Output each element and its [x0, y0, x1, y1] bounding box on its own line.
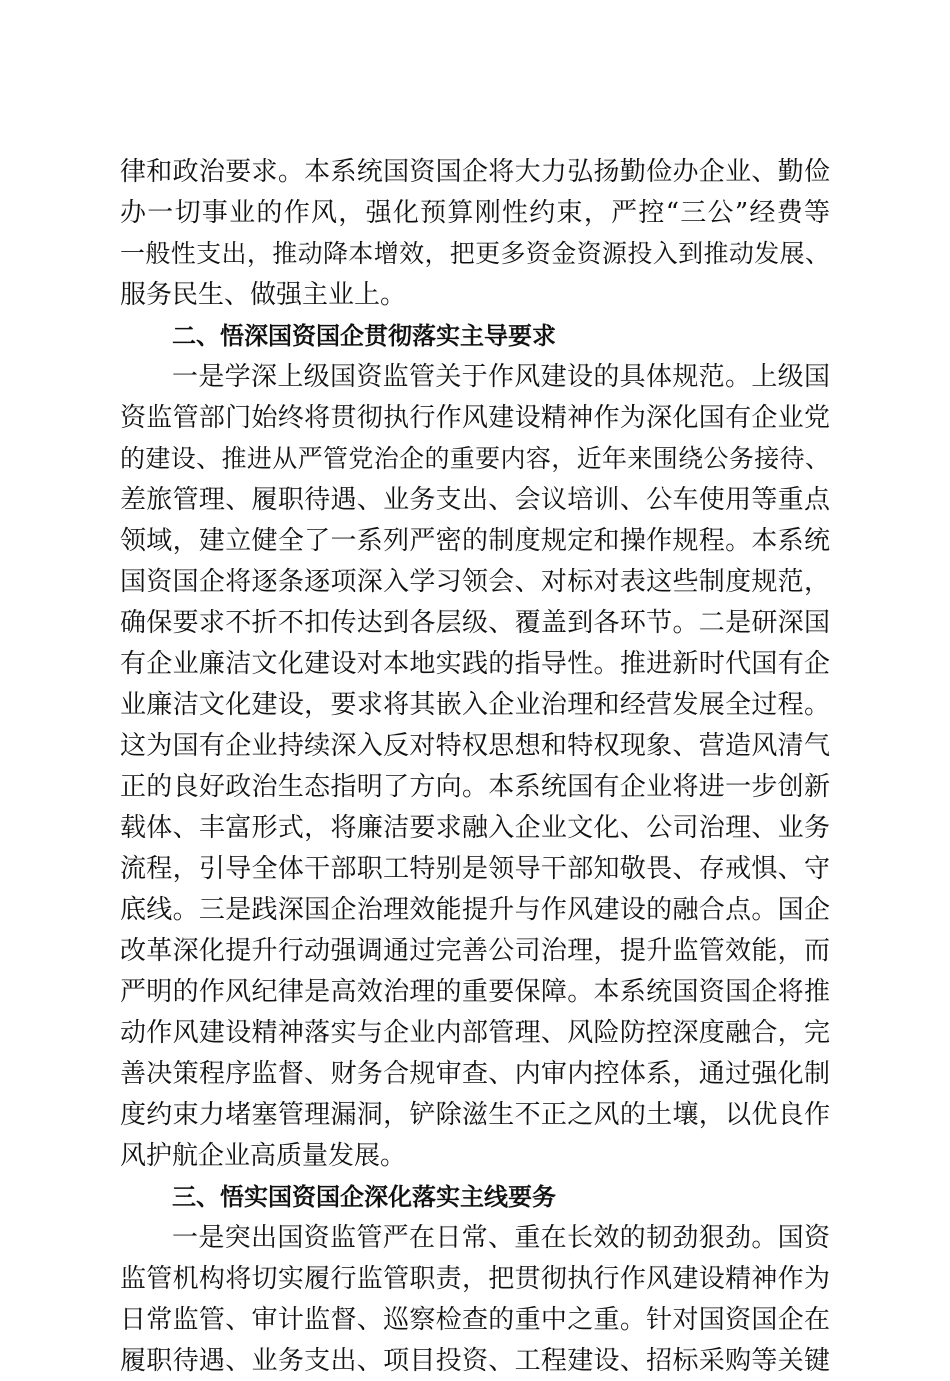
paragraph-line: 风护航企业高质量发展。: [120, 1141, 407, 1171]
paragraph-line: 善决策程序监督、财务合规审查、内审内控体系，通过强化制: [120, 1059, 830, 1089]
paragraph-line: 一是学深上级国资监管关于作风建设的具体规范。上级国: [172, 362, 830, 392]
paragraph-line: 严明的作风纪律是高效治理的重要保障。本系统国资国企将推: [120, 977, 830, 1007]
paragraph-line: 底线。三是践深国企治理效能提升与作风建设的融合点。国企: [120, 895, 830, 925]
paragraph-line: 日常监管、审计监督、巡察检查的重中之重。针对国资国企在: [120, 1305, 830, 1335]
paragraph-line: 一是突出国资监管严在日常、重在长效的韧劲狠劲。国资: [172, 1223, 830, 1253]
paragraph-line: 履职待遇、业务支出、项目投资、工程建设、招标采购等关键: [120, 1346, 830, 1376]
paragraph-line: 律和政治要求。本系统国资国企将大力弘扬勤俭办企业、勤俭: [120, 157, 830, 187]
paragraph-line: 差旅管理、履职待遇、业务支出、会议培训、公车使用等重点: [120, 485, 830, 515]
paragraph-line: 流程，引导全体干部职工特别是领导干部知敬畏、存戒惧、守: [120, 854, 830, 884]
paragraph-line: 业廉洁文化建设，要求将其嵌入企业治理和经营发展全过程。: [120, 690, 830, 720]
paragraph-line: 资监管部门始终将贯彻执行作风建设精神作为深化国有企业党: [120, 403, 830, 433]
paragraph-line: 监管机构将切实履行监管职责，把贯彻执行作风建设精神作为: [120, 1264, 830, 1294]
paragraph-line: 动作风建设精神落实与企业内部管理、风险防控深度融合，完: [120, 1018, 830, 1048]
section-heading-3: 三、悟实国资国企深化落实主线要务: [172, 1183, 556, 1211]
paragraph-line: 办一切事业的作风，强化预算刚性约束，严控“三公”经费等: [120, 198, 830, 228]
paragraph-line: 正的良好政治生态指明了方向。本系统国有企业将进一步创新: [120, 772, 830, 802]
paragraph-line: 国资国企将逐条逐项深入学习领会、对标对表这些制度规范，: [120, 567, 830, 597]
paragraph-line: 改革深化提升行动强调通过完善公司治理，提升监管效能，而: [120, 936, 830, 966]
paragraph-line: 的建设、推进从严管党治企的重要内容，近年来围绕公务接待、: [120, 444, 830, 473]
paragraph-line: 一般性支出，推动降本增效，把更多资金资源投入到推动发展、: [120, 239, 830, 268]
paragraph-line: 度约束力堵塞管理漏洞，铲除滋生不正之风的土壤，以优良作: [120, 1100, 830, 1130]
paragraph-line: 确保要求不折不扣传达到各层级、覆盖到各环节。二是研深国: [120, 608, 830, 638]
section-heading-2: 二、悟深国资国企贯彻落实主导要求: [172, 322, 556, 350]
paragraph-line: 服务民生、做强主业上。: [120, 280, 407, 310]
paragraph-line: 载体、丰富形式，将廉洁要求融入企业文化、公司治理、业务: [120, 813, 830, 843]
paragraph-line: 领域，建立健全了一系列严密的制度规定和操作规程。本系统: [120, 526, 830, 556]
paragraph-line: 有企业廉洁文化建设对本地实践的指导性。推进新时代国有企: [120, 649, 830, 679]
paragraph-line: 这为国有企业持续深入反对特权思想和特权现象、营造风清气: [120, 731, 830, 761]
